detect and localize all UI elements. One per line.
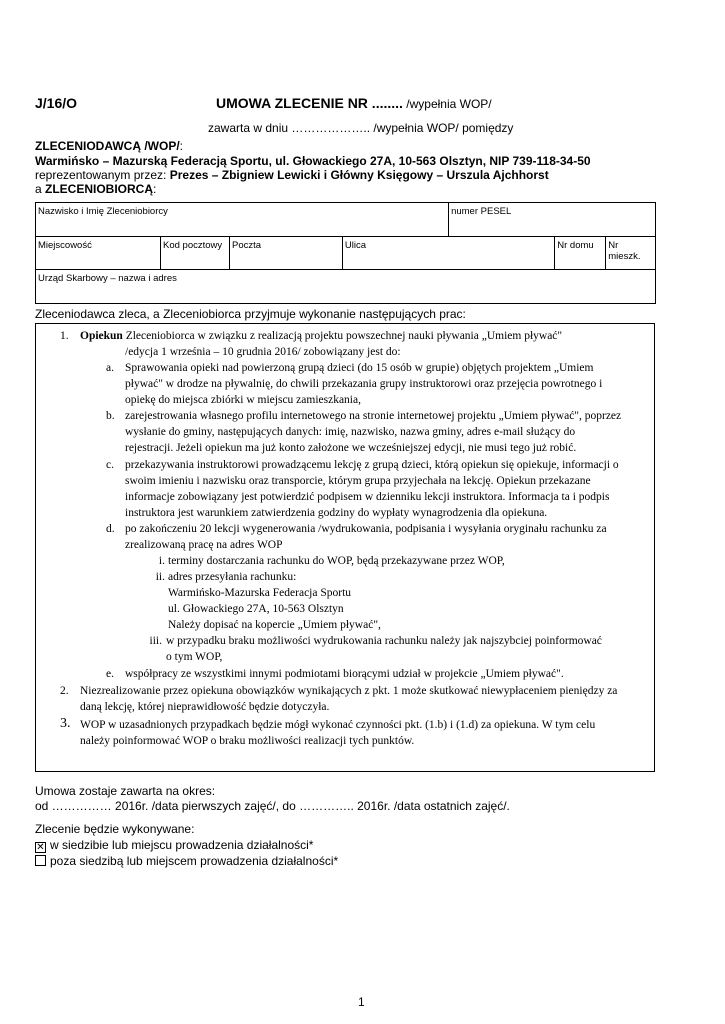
b-line3: rejestracji. Jeżeli opiekun ma już konto założone we wcześniejszej edycji, nie musi tego już robić. <box>125 442 577 454</box>
p3-line2: należy poinformować WOP o braku możliwości realizacji tych punktów. <box>80 735 415 747</box>
c-line4: instruktora jest warunkiem zatwierdzenia godziny do wypłaty wynagrodzenia dla opiekuna. <box>125 507 548 519</box>
represented-by: Prezes – Zbigniew Lewicki i Główny Księgowy – Urszula Ajchhorst <box>169 168 549 182</box>
a-label: a. <box>106 362 114 374</box>
d-line2: zrealizowaną pracę na adres WOP <box>125 539 283 551</box>
represented-prefix: reprezentowanym przez: <box>35 168 170 182</box>
c-line1: przekazywania instruktorowi prowadzącemu lekcję z grupą dzieci, którą opiekun się opiekuje, informacji o <box>125 459 619 471</box>
city-label: Miejscowość <box>38 240 92 251</box>
d-i-label: i. <box>158 555 165 567</box>
contractor-colon: : <box>153 182 157 196</box>
p1-line1-text: Zleceniobiorca w związku z realizacją projektu powszechnej nauki pływania „Umiem pływać" <box>122 330 563 342</box>
principal-label: ZLECENIODAWCĄ /WOP/ <box>35 139 180 153</box>
a-line2: pływać" w drodze na pływalnię, do chwili przekazania grupy instruktorowi oraz przejęcia powrotnego i <box>125 378 603 390</box>
address-line3: Należy dopisać na kopercie „Umiem pływać", <box>168 619 381 631</box>
b-label: b. <box>106 410 115 422</box>
a-line1: Sprawowania opieki nad powierzoną grupą dzieci (do 15 osób w grupie) objętych projektem „Umiem <box>125 362 594 374</box>
a-line3: opiekę do miejsca zbiórki w miejscu zamieszkania, <box>125 394 361 406</box>
postcode-field[interactable] <box>161 237 230 270</box>
checked-checkbox-icon[interactable]: ✕ <box>36 842 45 853</box>
scope-intro: Zleceniodawca zleca, a Zleceniobiorca przyjmuje wykonanie następujących prac: <box>35 307 466 321</box>
p2-num: 2. <box>60 685 69 697</box>
principal-name: Warmińsko – Mazurską Federacją Sportu, ul. Głowackiego 27A, 10-563 Olsztyn, NIP 739-118-34-50 <box>35 154 591 168</box>
p1-num: 1. <box>60 330 69 342</box>
tax-office-field[interactable] <box>36 270 656 304</box>
c-label: c. <box>106 459 114 471</box>
contractor-line <box>35 182 156 196</box>
place-option-2-text: poza siedzibą lub miejscem prowadzenia działalności* <box>50 854 339 868</box>
page-number: 1 <box>358 995 365 1009</box>
c-line2: swoim imieniu i nazwisku oraz transporcie, którym grupa przyjechała na lekcję. Opiekun przekazane <box>125 475 591 487</box>
d-ii-text: adres przesyłania rachunku: <box>168 571 297 583</box>
contract-title-text: UMOWA ZLECENIE NR ........ <box>216 95 403 111</box>
b-line2: wysłanie do gminy, następujących danych: imię, nazwisko, nazwa gminy, adres e-mail służący do <box>125 426 576 438</box>
period-label: Umowa zostaje zawarta na okres: <box>35 784 216 798</box>
d-ii-label: ii. <box>155 571 165 583</box>
contractor-prefix: a <box>35 182 46 196</box>
document-code: J/16/O <box>35 95 78 111</box>
concluded-line: zawarta w dniu ……………….. /wypełnia WOP/ pomiędzy <box>208 121 514 135</box>
address-line1: Warmińsko-Mazurska Federacja Sportu <box>168 587 352 599</box>
house-number-field[interactable] <box>555 237 606 270</box>
p1-line1 <box>80 329 562 345</box>
p1-line2: /edycja 1 września – 10 grudnia 2016/ zobowiązany jest do: <box>125 346 401 358</box>
tax-office-label: Urząd Skarbowy – nazwa i adres <box>38 273 177 284</box>
flat-number-field[interactable] <box>606 237 656 270</box>
city-field[interactable] <box>36 237 161 270</box>
contract-title-note: /wypełnia WOP/ <box>402 97 492 111</box>
p1-bold: Opiekun <box>80 330 123 342</box>
name-label: Nazwisko i Imię Zleceniobiorcy <box>38 206 168 217</box>
house-number-label: Nr domu <box>557 240 594 251</box>
name-field[interactable] <box>36 203 449 237</box>
p3-line1: WOP w uzasadnionych przypadkach będzie mógł wykonać czynności pkt. (1.b) i (1.d) za opiekuna. W tym celu <box>80 719 596 731</box>
contract-title <box>216 95 492 111</box>
street-field[interactable] <box>342 237 554 270</box>
represented-line <box>35 168 549 182</box>
contractor-data-table <box>35 202 656 304</box>
unchecked-checkbox-icon[interactable] <box>35 855 46 866</box>
b-line1: zarejestrowania własnego profilu internetowego na stronie internetowej projektu „Umiem pływać", poprzez <box>125 410 622 422</box>
e-label: e. <box>106 668 114 680</box>
d-iii-line2: o tym WOP, <box>166 651 223 663</box>
d-line1: po zakończeniu 20 lekcji wygenerowania /wydrukowania, podpisania i wysyłania oryginału rachunku za <box>125 523 607 535</box>
place-option-1-text: w siedzibie lub miejscu prowadzenia działalności* <box>50 838 314 852</box>
d-i-text: terminy dostarczania rachunku do WOP, będą przekazywane przez WOP, <box>168 555 505 567</box>
post-office-label: Poczta <box>232 240 262 251</box>
p3-num: 3. <box>60 716 71 731</box>
postcode-label: Kod pocztowy <box>163 240 223 251</box>
pesel-label: numer PESEL <box>451 206 512 217</box>
flat-number-label: Nr mieszk. <box>608 240 641 262</box>
post-office-field[interactable] <box>230 237 343 270</box>
e-text: współpracy ze wszystkimi innymi podmiotami biorącymi udział w projekcie „Umiem pływać". <box>125 668 564 680</box>
contractor-label: ZLECENIOBIORCĄ <box>45 182 154 196</box>
street-label: Ulica <box>344 240 367 251</box>
place-option-2[interactable] <box>35 854 338 868</box>
d-iii-label: iii. <box>149 635 162 647</box>
address-line2: ul. Głowackiego 27A, 10-563 Olsztyn <box>168 603 344 615</box>
d-iii-line1: w przypadku braku możliwości wydrukowania rachunku należy jak najszybciej poinformować <box>166 635 602 647</box>
place-option-1[interactable] <box>35 838 313 853</box>
principal-heading <box>35 139 183 153</box>
place-label: Zlecenie będzie wykonywane: <box>35 822 195 836</box>
pesel-field[interactable] <box>449 203 656 237</box>
c-line3: informacje zobowiązany jest potwierdzić podpisem w dzienniku lekcji instruktora. Informacja ta i podpis <box>125 491 610 503</box>
principal-colon: : <box>179 139 184 153</box>
d-label: d. <box>106 523 115 535</box>
p2-line1: Niezrealizowanie przez opiekuna obowiązków wynikających z pkt. 1 może skutkować niewypłaceniem pieniędzy za <box>80 685 618 697</box>
period-dates: od …………… 2016r. /data pierwszych zajęć/, do ………….. 2016r. /data ostatnich zajęć/. <box>35 799 510 813</box>
p2-line2: daną lekcję, której nieprawidłowość będzie dotyczyła. <box>80 701 330 713</box>
